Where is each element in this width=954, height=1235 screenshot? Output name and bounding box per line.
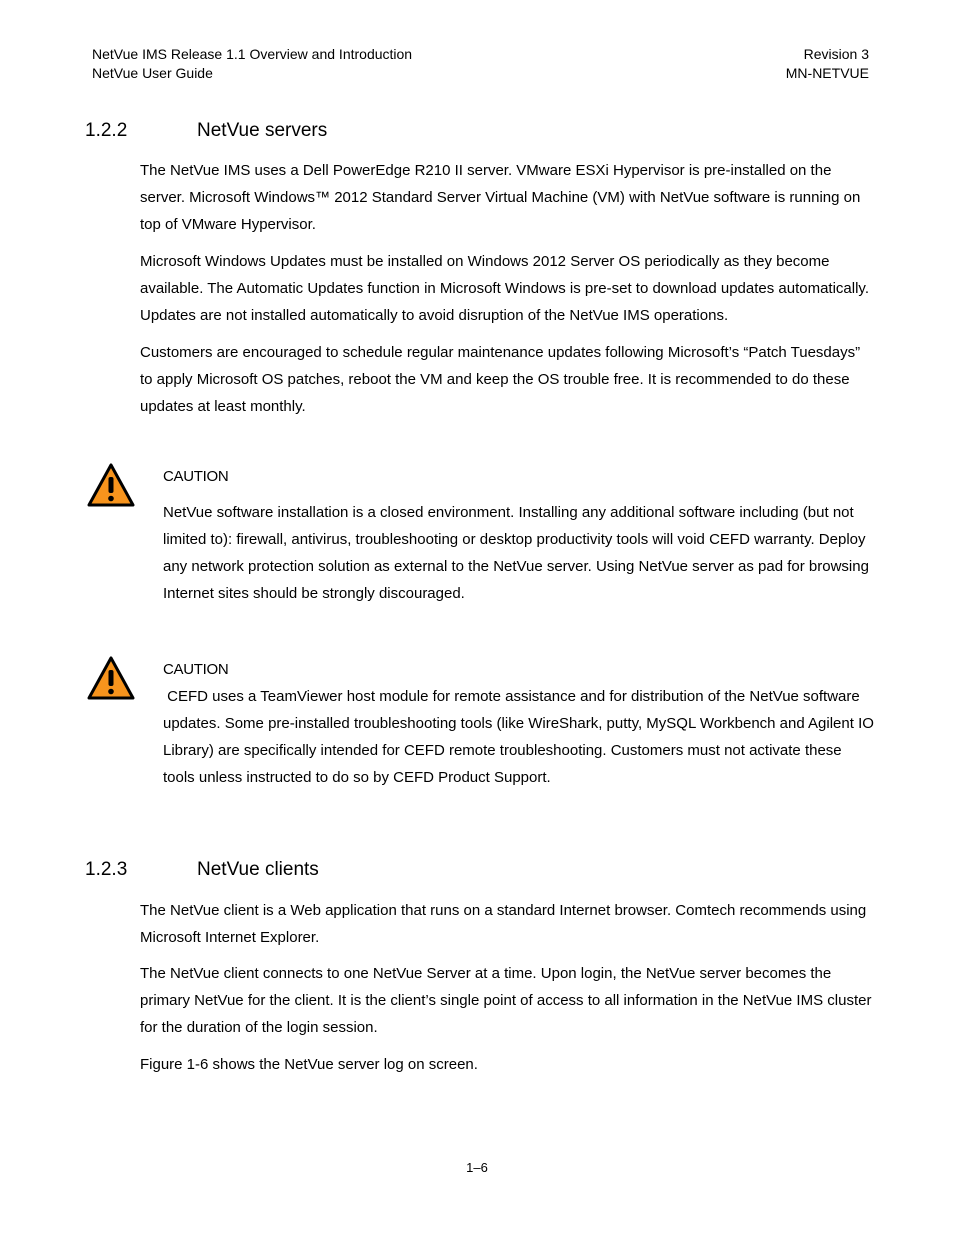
paragraph: The NetVue client is a Web application that runs on a standard Internet browser. Comtech recommends using Microsoft Internet Explorer. [140, 902, 867, 946]
section-number: 1.2.2 [85, 120, 128, 141]
header-revision: Revision 3 [803, 46, 869, 62]
header-doc-title: NetVue IMS Release 1.1 Overview and Introduction [92, 46, 413, 62]
section-title: NetVue servers [197, 120, 328, 141]
page-number: 1–6 [466, 1160, 488, 1175]
paragraph: The NetVue IMS uses a Dell PowerEdge R210 II server. VMware ESXi Hypervisor is pre-installed on the server. Microsoft Windows™ 2012 Standard Server Virtual Machine (VM) with NetVue software is running on top of VMware Hypervisor. [140, 162, 861, 233]
running-header-right [786, 45, 869, 83]
paragraph: Figure 1-6 shows the NetVue server log on screen. [140, 1056, 478, 1073]
section-title: NetVue clients [197, 859, 319, 880]
section-heading-clients [85, 858, 485, 882]
caution-text: CEFD uses a TeamViewer host module for remote assistance and for distribution of the NetVue software updates. Some pre-installed troubleshooting tools (like WireShark, putty, MySQL Workbench and Agilent IO Library) are specifically intended for CEFD remote troubleshooting. Customers must not activate these tools unless instructed to do so by CEFD Product Support. [163, 688, 879, 786]
warning-triangle-icon [86, 462, 136, 508]
header-doc-number: MN-NETVUE [785, 65, 869, 81]
paragraph: Microsoft Windows Updates must be installed on Windows 2012 Server OS periodically as they become available. The Automatic Updates function in Microsoft Windows is pre-set to download updates automatically. Updates are not installed automatically to avoid disruption of the NetVue IMS operations. [140, 253, 869, 324]
running-header-left [92, 45, 412, 83]
warning-triangle-icon [86, 655, 136, 701]
caution-heading: CAUTION [163, 468, 229, 485]
section-heading-servers [85, 119, 485, 143]
section-number: 1.2.3 [85, 859, 128, 880]
caution-text: NetVue software installation is a closed environment. Installing any additional software including (but not limited to): firewall, antivirus, troubleshooting or desktop productivity tools will void CEFD warranty. Deploy any network protection solution as external to the NetVue server. Using NetVue server as pad for browsing Internet sites should be strongly discouraged. [163, 504, 869, 602]
caution-heading: CAUTION [163, 661, 229, 678]
paragraph: Customers are encouraged to schedule regular maintenance updates following Microsoft’s “Patch Tuesdays” to apply Microsoft OS patches, reboot the VM and keep the OS trouble free. It is recommended to do these updates at least monthly. [140, 344, 861, 415]
paragraph: The NetVue client connects to one NetVue Server at a time. Upon login, the NetVue server becomes the primary NetVue for the client. It is the client’s single point of access to all information in the NetVue IMS cluster for the duration of the login session. [140, 965, 872, 1036]
header-guide-name: NetVue User Guide [92, 65, 213, 81]
